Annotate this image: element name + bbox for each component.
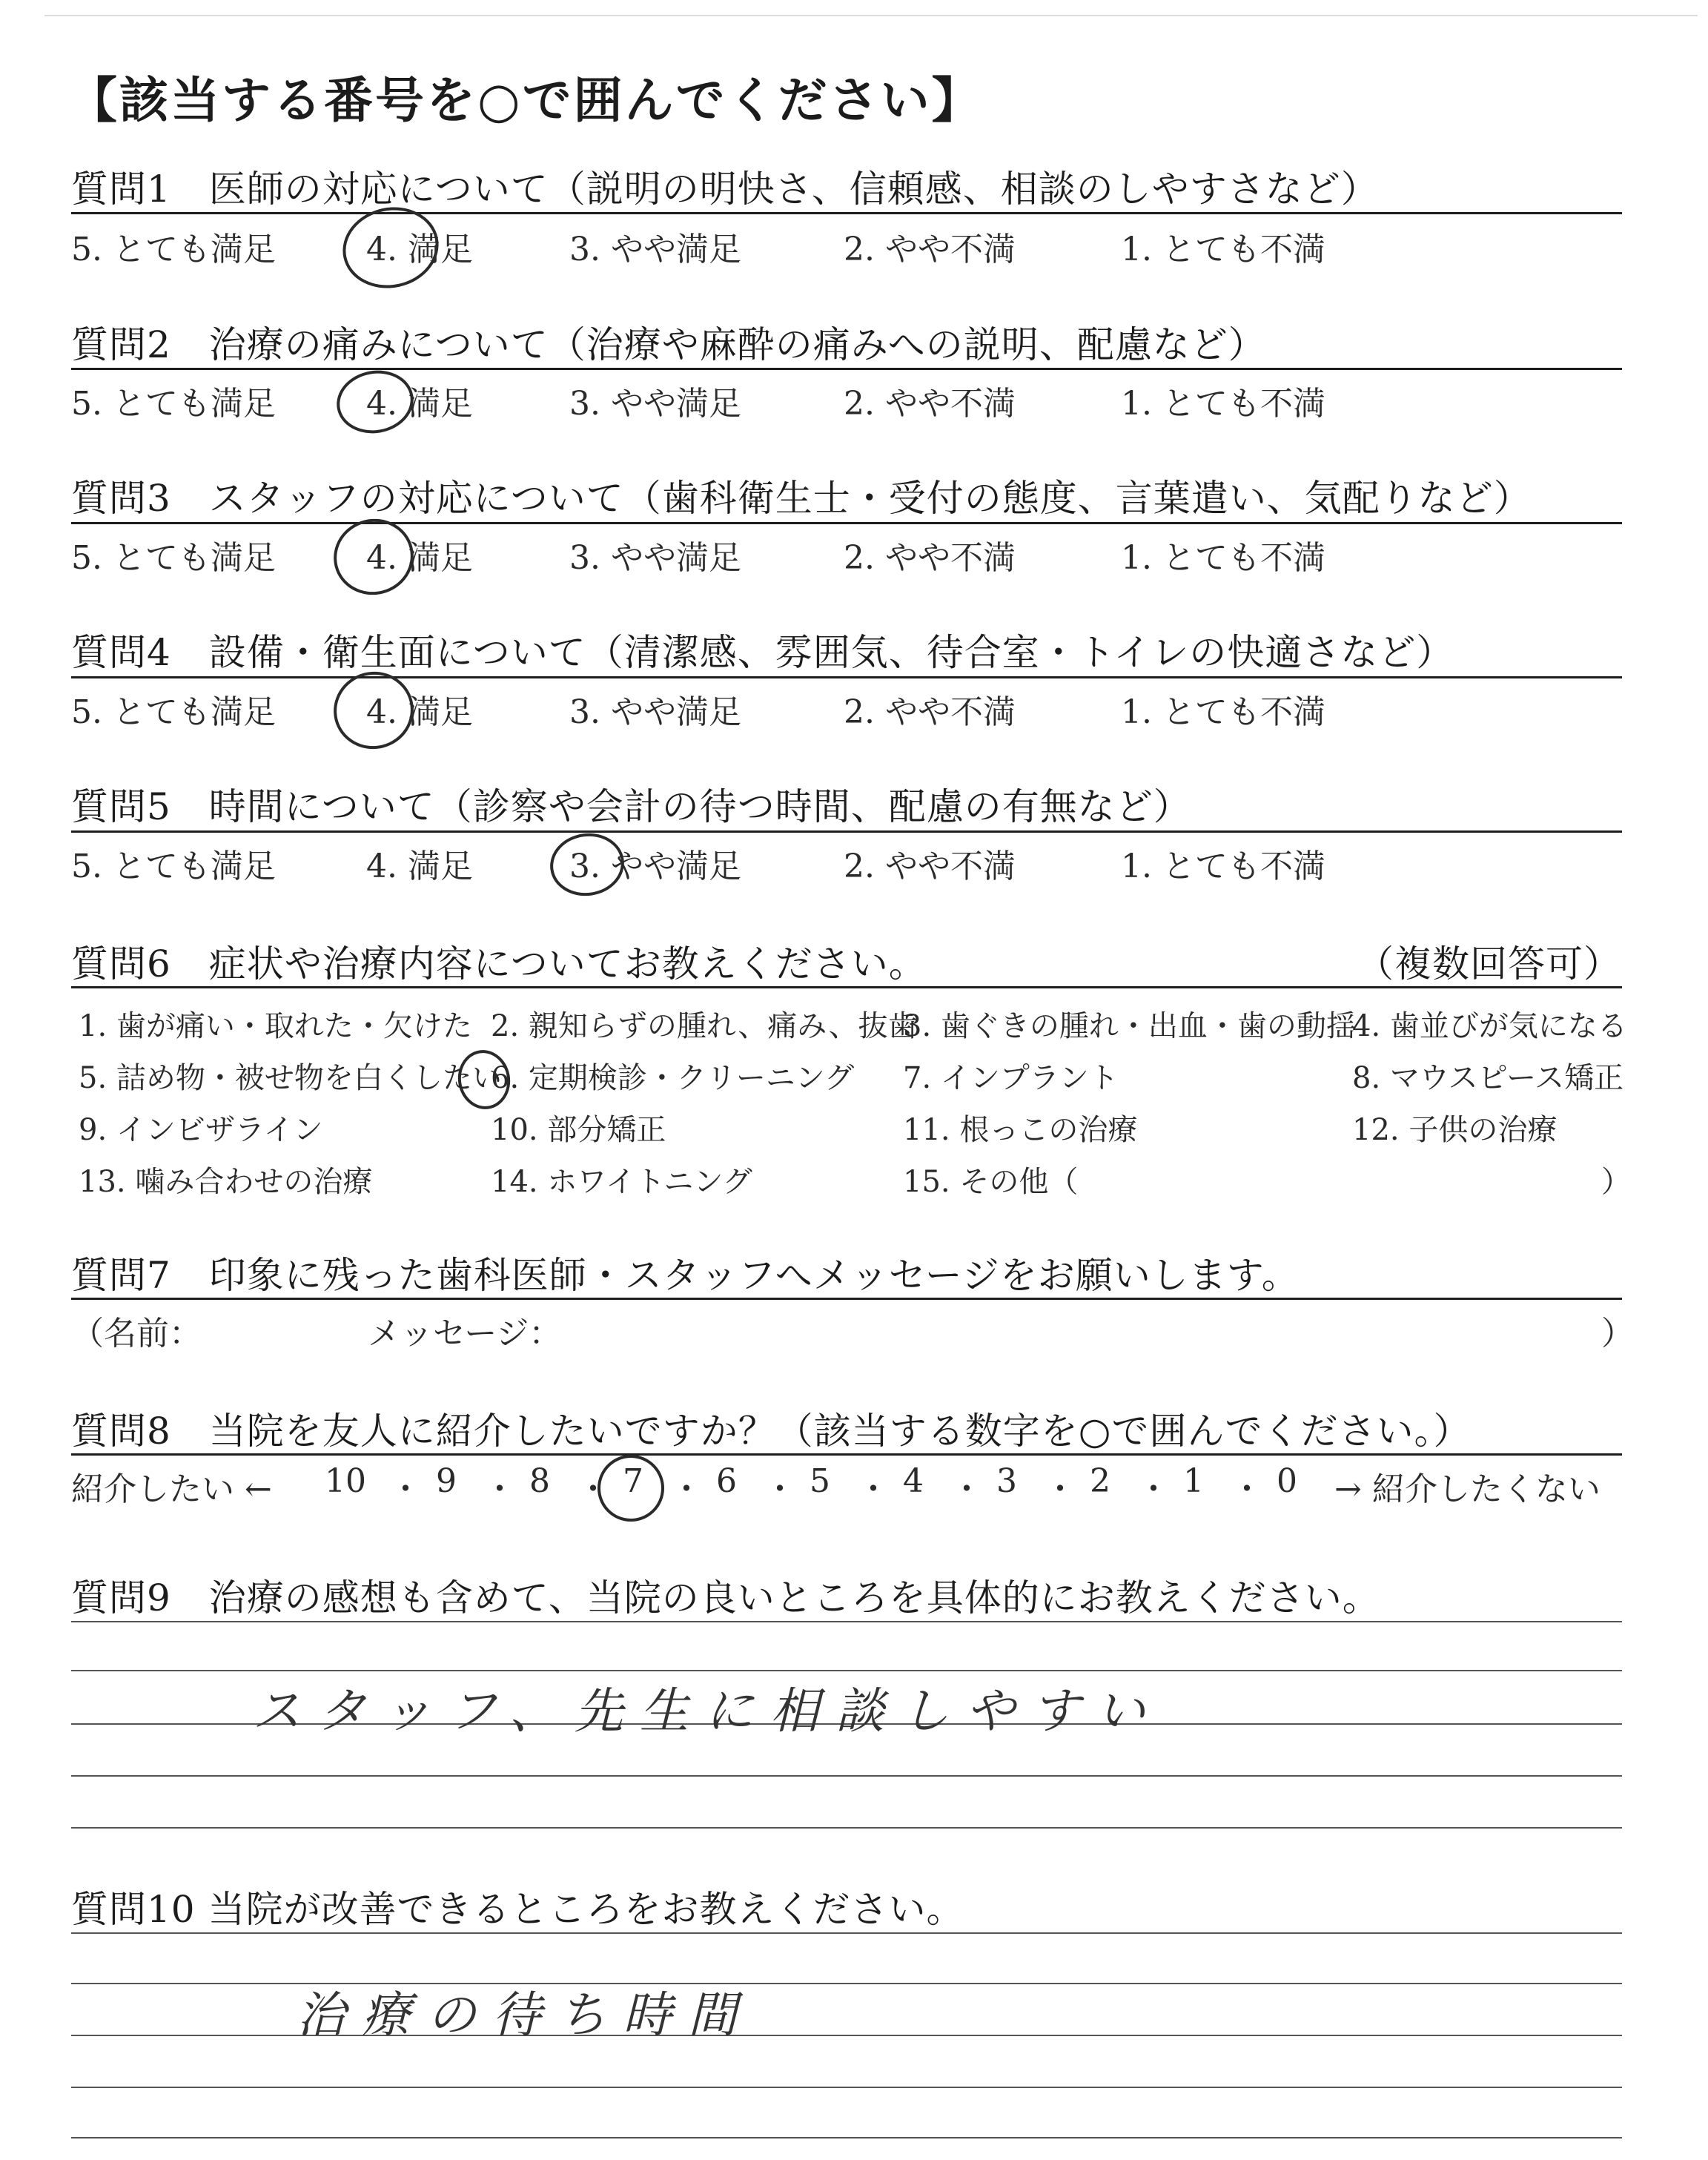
question-8-rule	[71, 1453, 1622, 1456]
q2-option-5[interactable]: 5. とても満足	[71, 385, 276, 423]
q1-option-3[interactable]: 3. やや満足	[569, 231, 741, 268]
question-1-title: 質問1 医師の対応について（説明の明快さ、信頼感、相談のしやすさなど）	[71, 168, 1379, 211]
q8-number-2[interactable]: 2	[1090, 1462, 1110, 1500]
question-3-rule	[71, 522, 1622, 524]
q7-close-paren: ）	[1601, 1315, 1634, 1353]
question-8-title: 質問8 当院を友人に紹介したいですか？（該当する数字を○で囲んでください。）	[71, 1410, 1472, 1453]
q6-option-13[interactable]: 13. 噛み合わせの治療	[79, 1165, 373, 1199]
top-edge-line	[44, 15, 1698, 16]
q5-option-3[interactable]: 3. やや満足	[569, 848, 741, 885]
question-2-title: 質問2 治療の痛みについて（治療や麻酔の痛みへの説明、配慮など）	[71, 323, 1266, 366]
q8-number-6[interactable]: 6	[716, 1462, 737, 1500]
question-10-title: 質問10 当院が改善できるところをお教えください。	[71, 1888, 964, 1931]
q4-option-5[interactable]: 5. とても満足	[71, 693, 276, 731]
q2-option-4[interactable]: 4. 満足	[366, 385, 473, 423]
question-4-title: 質問4 設備・衛生面について（清潔感、雰囲気、待合室・トイレの快適さなど）	[71, 631, 1454, 674]
q6-option-11[interactable]: 11. 根っこの治療	[903, 1113, 1138, 1147]
question-7-rule	[71, 1298, 1622, 1300]
question-2-rule	[71, 368, 1622, 370]
q8-sep: ・	[950, 1470, 983, 1508]
q8-sep: ・	[483, 1470, 516, 1508]
q6-option-8[interactable]: 8. マウスピース矯正	[1352, 1061, 1624, 1095]
question-7-title: 質問7 印象に残った歯科医師・スタッフへメッセージをお願いします。	[71, 1254, 1300, 1297]
q3-option-3[interactable]: 3. やや満足	[569, 539, 741, 577]
q6-option-5[interactable]: 5. 詰め物・被せ物を白くしたい	[79, 1061, 502, 1095]
q8-sep: ・	[857, 1470, 890, 1508]
q8-number-8[interactable]: 8	[529, 1462, 550, 1500]
q6-option-3[interactable]: 3. 歯ぐきの腫れ・出血・歯の動揺	[903, 1009, 1356, 1043]
q8-number-4[interactable]: 4	[903, 1462, 924, 1500]
q3-option-1[interactable]: 1. とても不満	[1121, 539, 1325, 577]
q5-option-4[interactable]: 4. 満足	[366, 848, 473, 885]
q8-right-label: → 紹介したくない	[1334, 1470, 1601, 1508]
q9-line-5	[71, 1827, 1622, 1829]
q4-option-4[interactable]: 4. 満足	[366, 693, 473, 731]
q3-option-4[interactable]: 4. 満足	[366, 539, 473, 577]
q4-option-2[interactable]: 2. やや不満	[844, 693, 1016, 731]
q9-line-1	[71, 1621, 1622, 1622]
q4-option-3[interactable]: 3. やや満足	[569, 693, 741, 731]
q7-message-label: メッセージ：	[368, 1315, 562, 1353]
q8-sep: ・	[764, 1470, 796, 1508]
q10-handwritten-answer: 治療の待ち時間	[297, 1986, 753, 2044]
q8-number-7[interactable]: 7	[623, 1462, 643, 1500]
q8-number-5[interactable]: 5	[810, 1462, 830, 1500]
q8-number-9[interactable]: 9	[436, 1462, 457, 1500]
q9-line-4	[71, 1775, 1622, 1777]
q5-option-5[interactable]: 5. とても満足	[71, 848, 276, 885]
q6-option-6[interactable]: 6. 定期検診・クリーニング	[491, 1061, 855, 1095]
question-6-title: 質問6 症状や治療内容についてお教えください。	[71, 942, 927, 985]
q4-option-1[interactable]: 1. とても不満	[1121, 693, 1325, 731]
q5-option-1[interactable]: 1. とても不満	[1121, 848, 1325, 885]
q6-option-4[interactable]: 4. 歯並びが気になる	[1352, 1009, 1627, 1043]
q8-selection-circle	[592, 1450, 669, 1527]
q6-option-1[interactable]: 1. 歯が痛い・取れた・欠けた	[79, 1009, 472, 1043]
q6-option-12[interactable]: 12. 子供の治療	[1352, 1113, 1558, 1147]
q6-option-15[interactable]: 15. その他（	[903, 1165, 1079, 1199]
q8-number-0[interactable]: 0	[1277, 1462, 1297, 1500]
q6-option-7[interactable]: 7. インプラント	[903, 1061, 1119, 1095]
q8-sep: ・	[389, 1470, 422, 1508]
q2-selection-circle	[331, 365, 418, 440]
q8-number-3[interactable]: 3	[996, 1462, 1017, 1500]
q5-option-2[interactable]: 2. やや不満	[844, 848, 1016, 885]
q3-selection-circle	[325, 510, 421, 603]
q3-option-2[interactable]: 2. やや不満	[844, 539, 1016, 577]
q10-line-5	[71, 2137, 1622, 2138]
question-5-title: 質問5 時間について（診察や会計の待つ時間、配慮の有無など）	[71, 785, 1191, 828]
q6-option-2[interactable]: 2. 親知らずの腫れ、痛み、抜歯	[491, 1009, 918, 1043]
page-header: 【該当する番号を○で囲んでください】	[68, 71, 983, 129]
q8-left-label: 紹介したい ←	[71, 1470, 272, 1508]
q8-number-1[interactable]: 1	[1183, 1462, 1204, 1500]
q8-sep: ・	[1137, 1470, 1170, 1508]
q8-sep: ・	[670, 1470, 703, 1508]
q2-option-3[interactable]: 3. やや満足	[569, 385, 741, 423]
question-6-note: （複数回答可）	[1357, 942, 1621, 985]
question-4-rule	[71, 676, 1622, 678]
q6-option-9[interactable]: 9. インビザライン	[79, 1113, 323, 1147]
q3-option-5[interactable]: 5. とても満足	[71, 539, 276, 577]
q10-line-1	[71, 1932, 1622, 1934]
q8-sep: ・	[1044, 1470, 1076, 1508]
question-3-title: 質問3 スタッフの対応について（歯科衛生士・受付の態度、言葉遣い、気配りなど）	[71, 477, 1532, 520]
q10-line-4	[71, 2087, 1622, 2088]
question-6-rule	[71, 986, 1622, 988]
question-1-rule	[71, 212, 1622, 214]
q1-option-5[interactable]: 5. とても満足	[71, 231, 276, 268]
q1-option-1[interactable]: 1. とても不満	[1121, 231, 1325, 268]
q6-option-10[interactable]: 10. 部分矯正	[491, 1113, 666, 1147]
q8-number-10[interactable]: 10	[325, 1462, 366, 1500]
question-9-title: 質問9 治療の感想も含めて、当院の良いところを具体的にお教えください。	[71, 1576, 1380, 1619]
q6-option-15-close: ）	[1601, 1165, 1631, 1199]
q9-handwritten-answer: スタッフ、先生に相談しやすい	[252, 1682, 1162, 1740]
q1-option-2[interactable]: 2. やや不満	[844, 231, 1016, 268]
q8-sep: ・	[577, 1470, 609, 1508]
q8-sep: ・	[1231, 1470, 1263, 1508]
q2-option-1[interactable]: 1. とても不満	[1121, 385, 1325, 423]
q7-name-label: （名前：	[71, 1315, 202, 1353]
q1-option-4[interactable]: 4. 満足	[366, 231, 473, 268]
q6-option-14[interactable]: 14. ホワイトニング	[491, 1165, 752, 1199]
q2-option-2[interactable]: 2. やや不満	[844, 385, 1016, 423]
question-5-rule	[71, 830, 1622, 833]
